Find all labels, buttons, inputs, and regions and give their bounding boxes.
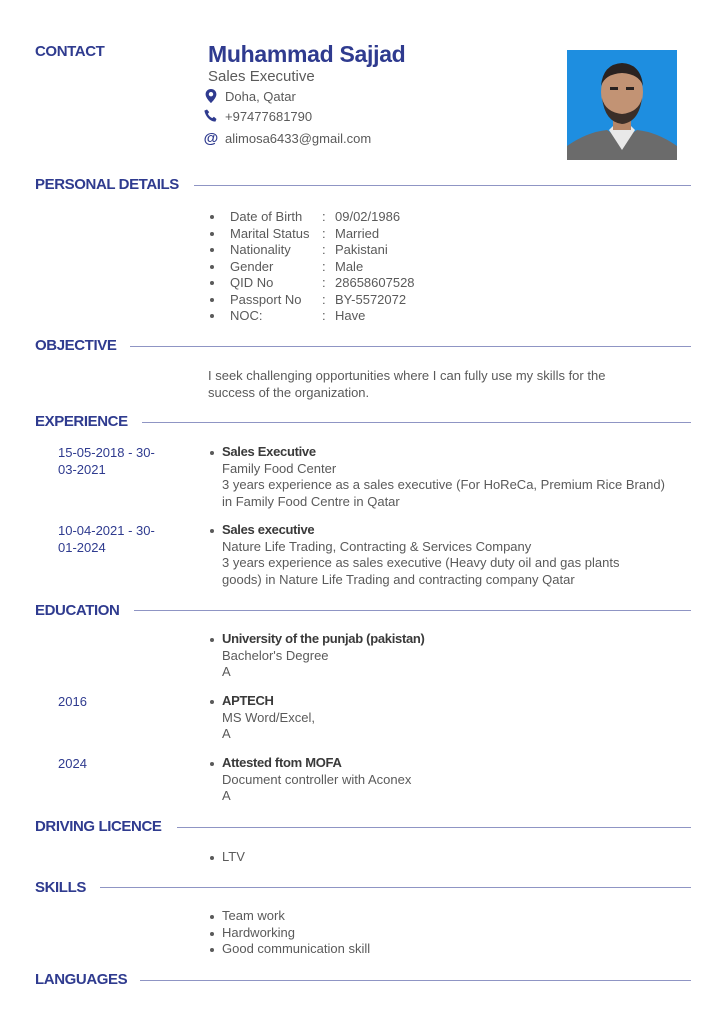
personal-detail-colon: : [322,291,326,307]
objective-line-2: success of the organization. [208,384,370,400]
bullet [210,529,214,533]
contact-location [203,87,296,105]
contact-heading: CONTACT [35,43,105,60]
languages-divider [140,980,691,981]
personal-detail-value: 28658607528 [335,275,415,290]
personal-detail-colon: : [322,275,326,290]
candidate-title: Sales Executive [208,68,315,85]
driving-licence-heading: DRIVING LICENCE [35,818,162,835]
personal-detail-label: Nationality [230,242,291,257]
education-title: APTECH [222,693,274,708]
education-date: 2024 [58,756,87,771]
experience-description-2: goods) in Nature Life Trading and contracting company Qatar [222,571,575,587]
bullet [210,700,214,704]
experience-description-1: 3 years experience as sales executive (Heavy duty oil and gas plants [222,555,620,570]
bullet [210,265,214,269]
experience-date-end: 03-2021 [58,461,106,477]
personal-detail-colon: : [322,258,326,274]
personal-detail-value: Male [335,258,364,274]
experience-date [58,523,155,556]
experience-description-2: in Family Food Centre in Qatar [222,493,400,509]
experience-date-end: 01-2024 [58,539,106,555]
skill-item: Hardworking [222,925,295,940]
languages-heading: LANGUAGES [35,971,128,988]
experience-description-1: 3 years experience as a sales executive (For HoReCa, Premium Rice Brand) [222,477,665,492]
at-sign-icon: @ [203,129,219,147]
personal-detail-label: Date of Birth [230,209,303,224]
personal-detail-label: Marital Status [230,225,310,241]
bullet [210,281,214,285]
contact-phone[interactable] [203,107,312,125]
education-detail: MS Word/Excel, [222,709,315,725]
bullet [210,638,214,642]
bullet [210,248,214,252]
personal-detail-colon: : [322,308,326,323]
experience-entry [222,522,692,588]
contact-email[interactable] [203,129,371,147]
education-title: Attested ftom MOFA [222,755,342,770]
bullet [210,762,214,766]
personal-detail-label: QID No [230,275,274,290]
map-pin-icon [203,88,219,104]
education-grade: A [222,788,231,803]
experience-entry [222,444,692,510]
personal-detail-colon: : [322,225,326,241]
bullet [210,215,214,219]
education-detail: Bachelor's Degree [222,647,329,663]
personal-detail-label: NOC: [230,308,263,323]
education-entry [222,755,692,805]
bullet [210,915,214,919]
education-detail: Document controller with Aconex [222,771,412,787]
education-entry [222,631,692,681]
experience-divider [142,422,691,423]
education-date: 2016 [58,694,87,709]
experience-date-start: 10-04-2021 - 30- [58,523,155,538]
objective-heading: OBJECTIVE [35,337,117,354]
candidate-name: Muhammad Sajjad [208,41,406,67]
personal-detail-colon: : [322,209,326,224]
education-grade: A [222,726,231,741]
objective-divider [130,346,691,347]
personal-details-heading: PERSONAL DETAILS [35,176,179,193]
personal-details-divider [194,185,691,186]
personal-detail-value: Married [335,225,380,241]
bullet [210,314,214,318]
driving-licence-item: LTV [222,849,245,864]
phone-icon [203,108,219,124]
bullet [210,232,214,236]
skills-divider [100,887,691,888]
profile-photo [567,50,677,160]
experience-title: Sales executive [222,522,315,537]
personal-detail-label: Gender [230,258,274,274]
bullet [210,451,214,455]
personal-detail-value: Have [335,308,366,323]
personal-detail-label: Passport No [230,291,302,307]
experience-title: Sales Executive [222,444,316,459]
education-entry [222,693,692,743]
driving-licence-divider [177,827,691,828]
experience-company: Nature Life Trading, Contracting & Services Company [222,538,532,554]
personal-detail-value: 09/02/1986 [335,209,401,224]
experience-date-start: 15-05-2018 - 30- [58,445,155,460]
personal-detail-value: BY-5572072 [335,291,407,307]
skill-item: Team work [222,908,285,923]
objective-line-1: I seek challenging opportunities where I can fully use my skills for the [208,368,606,383]
education-title: University of the punjab (pakistan) [222,631,425,646]
phone-text: +97477681790 [225,108,313,124]
bullet [210,298,214,302]
skill-item: Good communication skill [222,941,371,956]
experience-date [58,445,155,478]
bullet [210,948,214,952]
objective-text [208,368,688,401]
bullet [210,856,214,860]
personal-detail-colon: : [322,242,326,257]
education-divider [134,610,691,611]
education-grade: A [222,664,231,679]
bullet [210,932,214,936]
email-text: alimosa6433@gmail.com [225,130,372,146]
skills-heading: SKILLS [35,879,86,896]
experience-company: Family Food Center [222,460,337,476]
education-heading: EDUCATION [35,602,120,619]
experience-heading: EXPERIENCE [35,413,128,430]
location-text: Doha, Qatar [225,88,296,104]
personal-detail-value: Pakistani [335,242,388,257]
